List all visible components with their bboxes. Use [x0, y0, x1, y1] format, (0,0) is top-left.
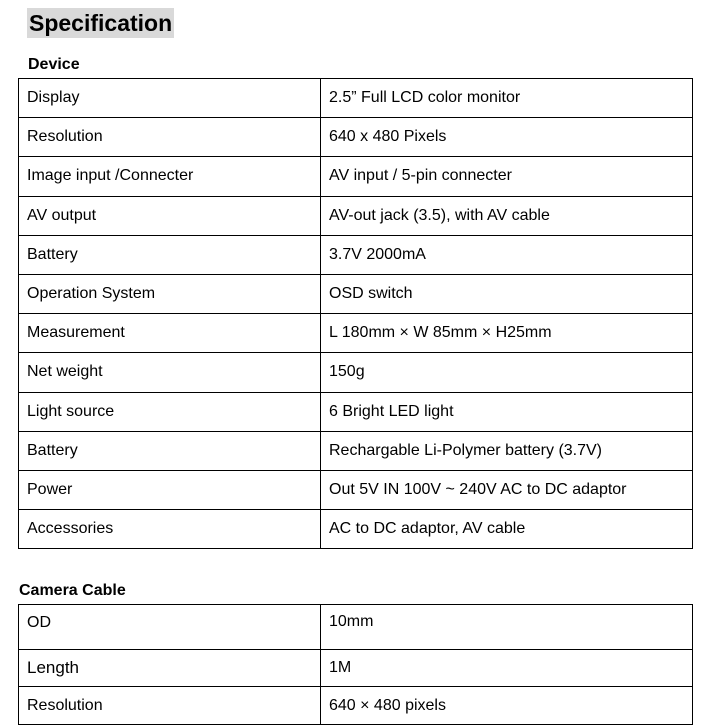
spec-value: 640 × 480 pixels: [321, 687, 693, 725]
camera-cable-spec-table: [18, 604, 693, 725]
spec-value: 10mm: [321, 605, 693, 650]
spec-value: 3.7V 2000mA: [321, 235, 693, 274]
table-row: [19, 235, 693, 274]
spec-label: Length: [19, 650, 321, 687]
spec-value: AV input / 5-pin connecter: [321, 157, 693, 196]
spec-label: Operation System: [19, 274, 321, 313]
table-row: [19, 118, 693, 157]
spec-label: Display: [19, 79, 321, 118]
page-title: Specification: [29, 10, 173, 36]
device-spec-table: [18, 78, 693, 549]
spec-label: Measurement: [19, 314, 321, 353]
table-row: [19, 353, 693, 392]
spec-value: AC to DC adaptor, AV cable: [321, 510, 693, 549]
spec-value: L 180mm × W 85mm × H25mm: [321, 314, 693, 353]
spec-label: Light source: [19, 392, 321, 431]
table-row: [19, 392, 693, 431]
spec-value: OSD switch: [321, 274, 693, 313]
spec-label: OD: [19, 605, 321, 650]
spec-label: Image input /Connecter: [19, 157, 321, 196]
table-row: [19, 314, 693, 353]
table-row: [19, 470, 693, 509]
camera-cable-section-heading: Camera Cable: [19, 582, 126, 599]
device-section-heading: Device: [28, 56, 80, 73]
table-row: [19, 157, 693, 196]
table-row: [19, 274, 693, 313]
table-row: [19, 510, 693, 549]
spec-label: Accessories: [19, 510, 321, 549]
table-row: [19, 650, 693, 687]
spec-label: Battery: [19, 431, 321, 470]
spec-label: AV output: [19, 196, 321, 235]
spec-value: 1M: [321, 650, 693, 687]
spec-label: Resolution: [19, 687, 321, 725]
spec-value: AV-out jack (3.5), with AV cable: [321, 196, 693, 235]
spec-label: Battery: [19, 235, 321, 274]
table-row: [19, 196, 693, 235]
spec-value: Rechargable Li-Polymer battery (3.7V): [321, 431, 693, 470]
table-row: [19, 605, 693, 650]
table-row: [19, 687, 693, 725]
spec-value: 6 Bright LED light: [321, 392, 693, 431]
spec-label: Power: [19, 470, 321, 509]
spec-value: 2.5” Full LCD color monitor: [321, 79, 693, 118]
spec-label: Net weight: [19, 353, 321, 392]
spec-value: 640 x 480 Pixels: [321, 118, 693, 157]
spec-value: 150g: [321, 353, 693, 392]
table-row: [19, 431, 693, 470]
spec-value: Out 5V IN 100V ~ 240V AC to DC adaptor: [321, 470, 693, 509]
spec-label: Resolution: [19, 118, 321, 157]
table-row: [19, 79, 693, 118]
